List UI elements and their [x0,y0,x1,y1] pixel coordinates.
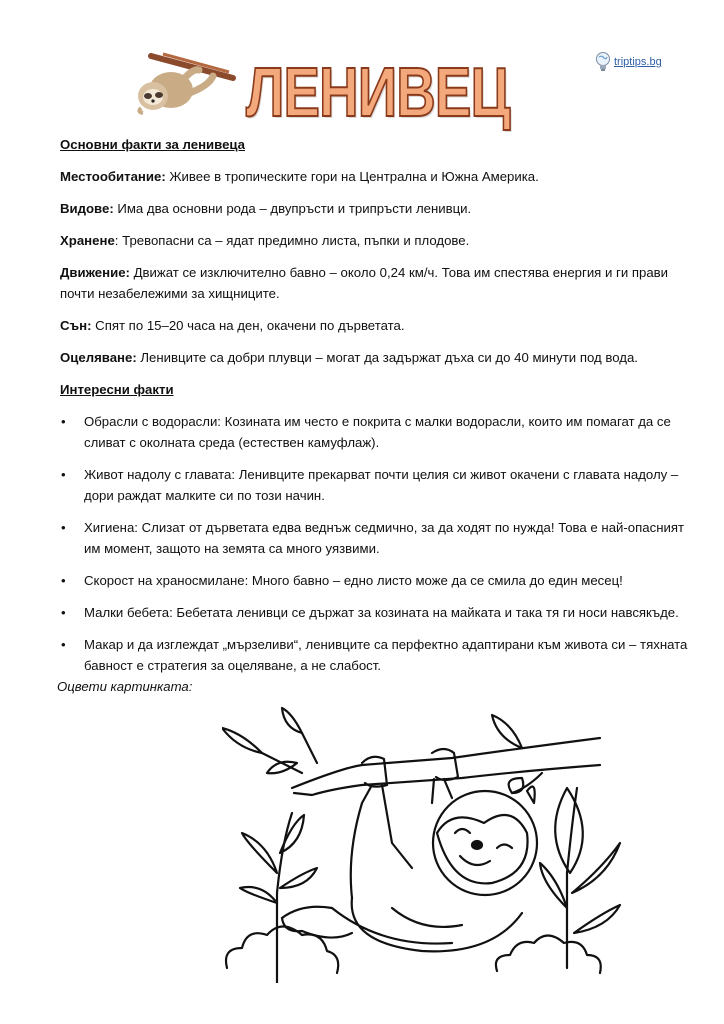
bush [496,936,601,974]
fact-text: Спят по 15–20 часа на ден, окачени по дърветата. [91,318,405,333]
leaf [572,843,620,893]
document-body [60,134,700,687]
leaf [540,863,567,908]
fact-label: Местообитание: [60,169,166,184]
leaf [492,715,522,748]
list-item [60,464,700,506]
list-item-text: Обрасли с водорасли: Козината им често е покрита с малки водорасли, които им помагат да се сливат с околната среда (естествен камуфлаж). [84,414,671,450]
brand-link[interactable]: triptips.bg [614,56,662,68]
bullet-icon: • [61,605,66,620]
leaf [574,905,620,933]
fact-species [60,198,700,219]
leaf [240,887,277,903]
fact-text: Ленивците са добри плувци – могат да задържат дъха си до 40 минути под вода. [136,350,638,365]
list-item [60,517,700,559]
list-item [60,602,700,623]
basic-facts-heading: Основни факти за ленивеца [60,137,246,152]
fact-text: Има два основни рода – двупръсти и трипръсти ленивци. [113,201,472,216]
fact-diet [60,230,700,251]
interesting-facts-list [60,411,700,676]
fact-survival [60,347,700,368]
brand-logo[interactable] [595,52,662,72]
leaf [242,833,277,873]
list-item-text: Макар и да изглеждат „мързеливи“, ленивците са перфектно адаптирани към живота си – тяхната бавност е стратегия за оцеляване, а не слабост. [84,637,688,673]
bullet-icon: • [61,414,66,429]
sloth-head [433,791,537,895]
bullet-icon: • [61,573,66,588]
bullet-icon: • [61,520,66,535]
list-item [60,634,700,676]
list-item-text: Живот надолу с главата: Ленивците прекарват почти целия си живот окачени с главата надолу – дори раждат малките си по този начин. [84,467,679,503]
list-item [60,411,700,453]
interesting-facts-heading: Интересни факти [60,382,174,397]
fact-habitat [60,166,700,187]
leaf [527,787,535,803]
sloth-hand [362,757,387,787]
sloth-coloring-image [222,693,622,983]
fact-text: Живее в тропическите гори на Централна и Южна Америка. [165,169,539,184]
page-title: ЛЕНИВЕЦ [246,53,510,131]
list-item-text: Хигиена: Слизат от дърветата едва веднъж седмично, за да ходят по нужда! Това е най-опасният им момент, защото на земята са много уязвими. [84,520,685,556]
fact-label: Оцеляване: [60,350,137,365]
sloth-hand [432,749,458,780]
fact-text: Движат се изключително бавно – около 0,24 км/ч. Това им спестява енергия и ги прави почти незабележими за хищниците. [60,265,669,301]
list-item-text: Скорост на храносмилане: Много бавно – едно листо може да се смила до един месец! [84,573,623,588]
fact-movement [60,262,700,304]
fact-text: : Тревопасни са – ядат предимно листа, пъпки и плодове. [114,233,470,248]
fact-label: Видове: [60,201,114,216]
lightbulb-globe-icon [595,52,611,72]
bullet-icon: • [61,467,66,482]
fact-sleep [60,315,700,336]
bullet-icon: • [61,637,66,652]
list-item-text: Малки бебета: Бебетата ленивци се държат за козината на майката и така тя ги носи навсякъде. [84,605,679,620]
fact-label: Хранене [60,233,115,248]
fact-label: Движение: [60,265,130,280]
leaf [282,708,302,733]
hanging-sloth-icon [133,50,241,116]
list-item [60,570,700,591]
fact-label: Сън: [60,318,92,333]
bush [226,927,338,974]
leaf [280,868,317,888]
coloring-caption: Оцвети картинката: [57,679,193,694]
leaf [222,728,262,753]
header [0,0,724,135]
